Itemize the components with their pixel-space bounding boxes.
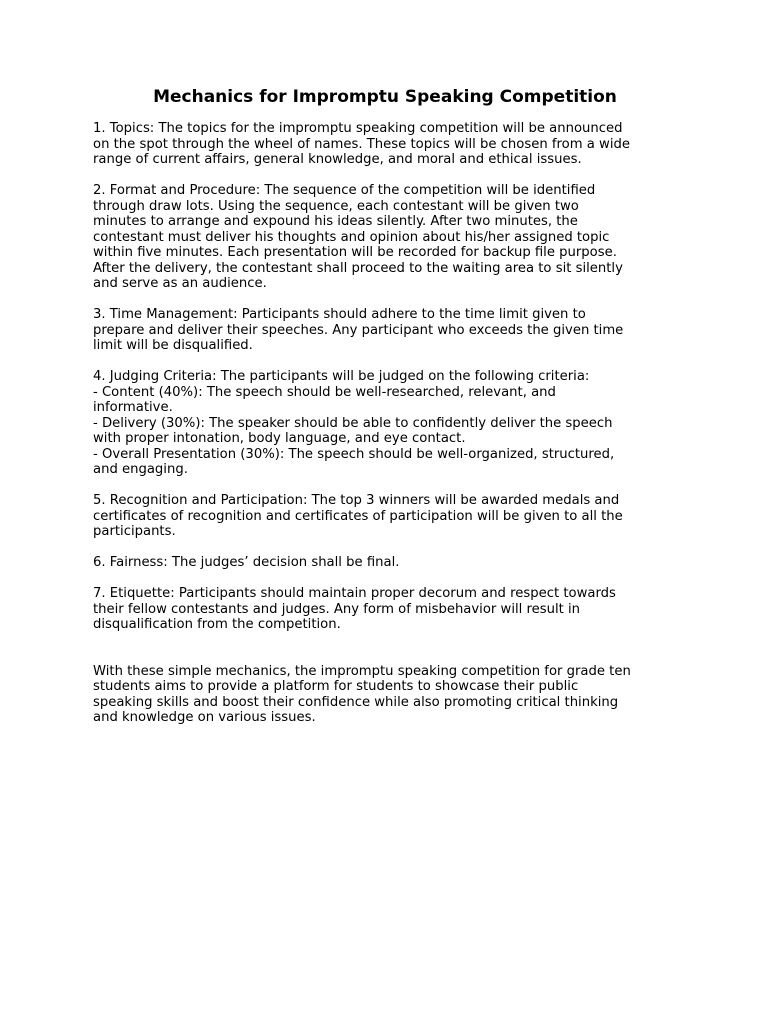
paragraph-time-management: 3. Time Management: Participants should adhere to the time limit given to prepare and deliver their speeches. Any participant who exceeds the given time limit will be disqualified. xyxy=(93,307,624,353)
paragraph-etiquette: 7. Etiquette: Participants should maintain proper decorum and respect towards their fellow contestants and judges. Any form of misbehavior will result in disqualification from the competition. xyxy=(93,586,616,632)
paragraph-judging-criteria: 4. Judging Criteria: The participants will be judged on the following criteria: - Content (40%): The speech should be well-researched, relevant, and informative. - Delivery (30%): The speaker should be able to confidently deliver the speech with proper intonation, body language, and eye contact. - Overall Presentation (30%): The speech should be well-organized, structured, and engaging. xyxy=(93,369,615,477)
paragraph-fairness: 6. Fairness: The judges’ decision shall be final. xyxy=(93,555,400,570)
document-page xyxy=(93,86,677,741)
paragraph-recognition: 5. Recognition and Participation: The top 3 winners will be awarded medals and certificates of recognition and certificates of participation will be given to all the participants. xyxy=(93,493,623,539)
document-title: Mechanics for Impromptu Speaking Competition xyxy=(153,87,617,107)
paragraph-topics: 1. Topics: The topics for the impromptu speaking competition will be announced on the spot through the wheel of names. These topics will be chosen from a wide range of current affairs, general knowledge, and moral and ethical issues. xyxy=(93,121,630,167)
paragraph-conclusion: With these simple mechanics, the impromptu speaking competition for grade ten students aims to provide a platform for students to showcase their public speaking skills and boost their confidence while also promoting critical thinking and knowledge on various issues. xyxy=(93,663,631,725)
paragraph-format-procedure: 2. Format and Procedure: The sequence of the competition will be identified through draw lots. Using the sequence, each contestant will be given two minutes to arrange and expound his ideas silently. After two minutes, the contestant must deliver his thoughts and opinion about his/her assigned topic within five minutes. Each presentation will be recorded for backup file purpose. After the delivery, the contestant shall proceed to the waiting area to sit silently and serve as an audience. xyxy=(93,183,623,291)
